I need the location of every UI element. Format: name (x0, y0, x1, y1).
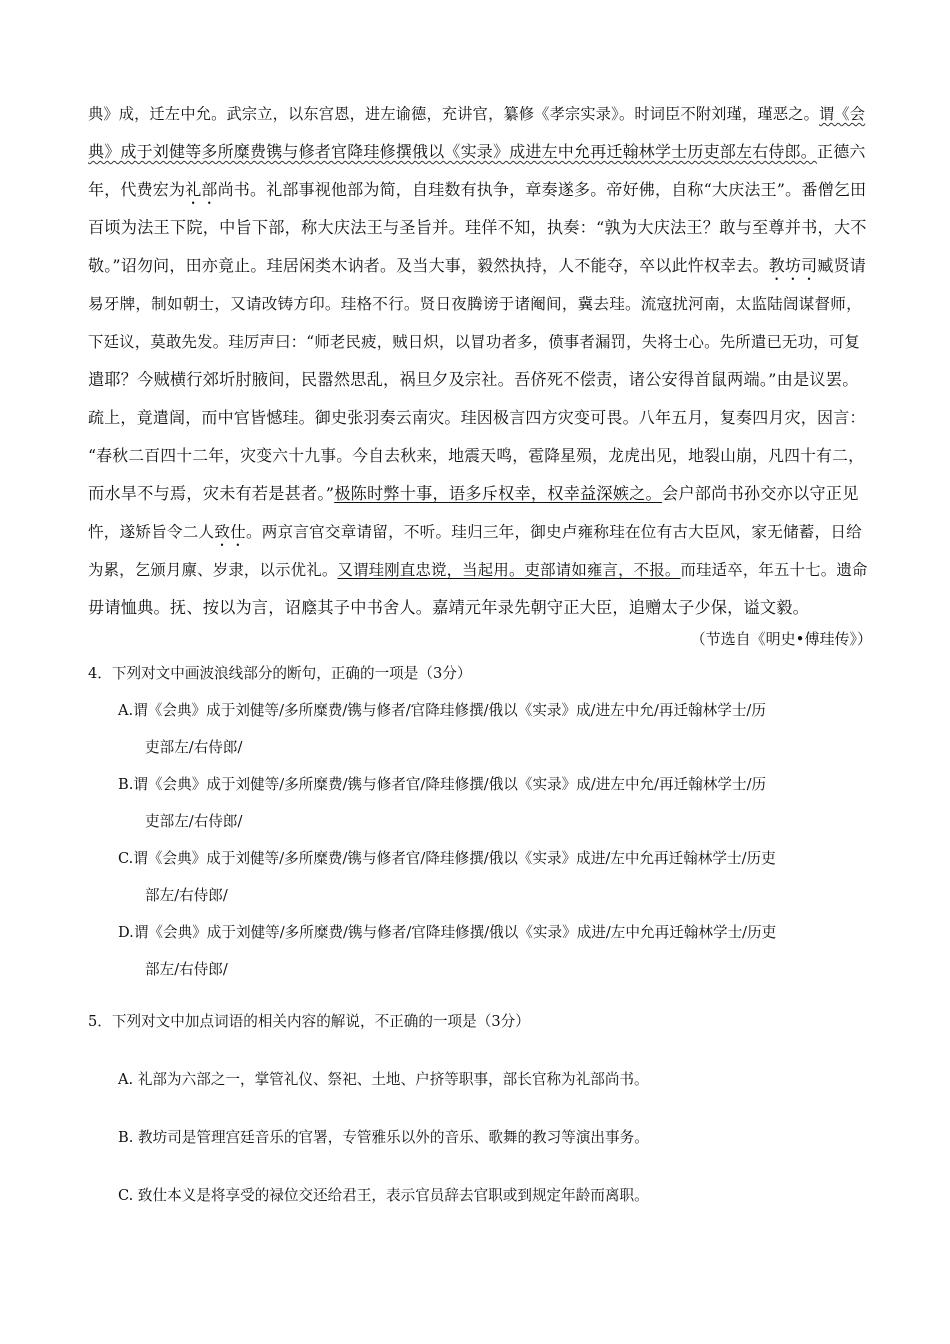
passage-line-9 (88, 407, 868, 429)
passage-line-12 (88, 521, 868, 550)
question-5-stem: 5．下列对文中加点词语的相关内容的解说，不正确的一项是（3分） (88, 1013, 530, 1030)
passage-text: 为累，乞颁月廪、岁隶，以示优礼。 (88, 561, 338, 579)
passage-line-13 (88, 559, 868, 581)
passage-line-3 (88, 179, 868, 208)
passage-line-10 (88, 445, 868, 467)
q4-option-b-line2: 吏部左/右侍郎/ (145, 813, 243, 830)
passage-text: 百顷为法王下院，中旨下部，称大庆法王与圣旨并。珪佯不知，执奏：“孰为大庆法王？敢与至尊并书，大不 (88, 218, 867, 237)
passage-text: 遣耶？今贼横行郊圻肘腋间，民嚣然思乱，祸旦夕及宗社。吾侪死不偿责，诸公安得首鼠两端。”由是议罢。 (88, 370, 859, 389)
passage-line-11 (88, 483, 868, 505)
passage-line-4 (88, 217, 868, 239)
passage-text: 年，代费宏为 (88, 180, 186, 199)
passage-text: 而水旱不与焉，灾未有若是甚者。” (88, 484, 335, 503)
q4-option-c-line1: C.谓《会典》成于刘健等/多所糜费/镌与修者官/降珪修撰/俄以《实录》成进/左中允再迁翰林学士/历吏 (118, 850, 776, 867)
q4-option-a-line2: 吏部左/右侍郎/ (145, 739, 243, 756)
wavy-underlined-text: 典》成于刘健等多所糜费镌与修者官降珪修撰俄以《实录》成进左中允再迁翰林学士历吏部左右侍郎。 (88, 142, 818, 161)
underlined-sentence: 极陈时弊十事，语多斥权幸，权幸益深嫉之。 (334, 484, 662, 503)
dotted-term: 教坊司 (768, 256, 818, 275)
passage-text: 而珪适卒，年五十七。遗命 (680, 561, 868, 579)
dotted-term: 礼部 (185, 180, 218, 199)
source-attribution: （节选自《明史•傅珪传》） (690, 630, 872, 648)
passage-line-1 (88, 103, 868, 125)
q5-option-a: A. 礼部为六部之一，掌管礼仪、祭祀、土地、户挤等职事，部长官称为礼部尚书。 (118, 1071, 649, 1088)
passage-text: 会户部尚书孙交亦以守正见 (661, 484, 859, 503)
passage-text: “春秋二百四十二年，灾变六十九事。今自去秋来，地震天鸣，雹降星殒，龙虎出见，地裂山崩，凡四十有二， (88, 446, 865, 465)
passage-line-5 (88, 255, 868, 284)
passage-line-7 (88, 331, 868, 353)
q4-option-b-line1: B.谓《会典》成于刘健等/多所糜费/镌与修者官/降珪修撰/俄以《实录》成/进左中允/再迁翰林学士/历 (118, 776, 767, 793)
passage-text: 臧贤请 (817, 256, 866, 275)
dotted-term: 致仕 (214, 523, 246, 541)
passage-line-8 (88, 369, 868, 391)
q4-option-d-line1: D.谓《会典》成于刘健等/多所糜费/镌与修者/官降珪修撰/俄以《实录》成进/左中允再迁翰林学士/历吏 (118, 924, 777, 941)
passage-text: 。两京言官交章请留，不听。珪归三年，御史卢雍称珪在位有古大臣风，家无储蓄，日给 (245, 523, 862, 541)
passage-line-14 (88, 597, 868, 619)
wavy-underlined-text: 谓《会 (819, 105, 866, 123)
passage-text: 正德六 (817, 142, 866, 161)
q4-option-a-line1: A.谓《会典》成于刘健等/多所糜费/镌与修者/官降珪修撰/俄以《实录》成/进左中允/再迁翰林学士/历 (118, 702, 766, 719)
underlined-sentence: 又谓珪刚直忠谠，当起用。 (337, 561, 525, 579)
passage-text: 敬。”诏勿问，田亦竟止。珪居闲类木讷者。及当大事，毅然执持，人不能夺，卒以此忤权幸去。 (88, 256, 769, 275)
underlined-sentence: 吏部请如雍言，不报。 (524, 561, 681, 579)
q5-option-c: C. 致仕本义是将享受的禄位交还给君王，表示官员辞去官职或到规定年龄而离职。 (118, 1187, 649, 1204)
passage-text: 下廷议，莫敢先发。珪厉声曰：“师老民疲，贼日炽，以冒功者多，偾事者漏罚，失将士心。先所遣已无功，可复 (88, 333, 861, 351)
passage-line-6 (88, 293, 868, 315)
q4-option-c-line2: 部左/右侍郎/ (145, 887, 228, 904)
passage-text: 疏上，竟遣訚，而中官皆憾珪。御史张羽奏云南灾。珪因极言四方灾变可畏。八年五月，复奏四月灾，因言： (88, 408, 866, 427)
question-4-stem: 4．下列对文中画波浪线部分的断句，正确的一项是（3分） (88, 665, 472, 682)
passage-text: 易牙牌，制如朝士，又请改铸方印。珪格不行。贤日夜腾谤于诸阉间，冀去珪。流寇扰河南，太监陆訚谋督师， (88, 295, 862, 313)
passage-text: 毋请恤典。抚、按以为言，诏廕其子中书舍人。嘉靖元年录先朝守正大臣，追赠太子少保，谥文毅。 (88, 598, 810, 617)
passage-line-2 (88, 141, 868, 163)
passage-text: 尚书。礼部事视他部为简，自珪数有执争，章奏遂多。帝好佛，自称“大庆法王”。番僧乞田 (217, 180, 867, 199)
passage-text: 忤，遂矫旨令二人 (88, 523, 215, 541)
q5-option-b: B. 教坊司是管理宫廷音乐的官署，专管雅乐以外的音乐、歌舞的教习等演出事务。 (118, 1129, 649, 1146)
passage-text: 典》成，迁左中允。武宗立，以东宫恩，进左谕德，充讲官，纂修《孝宗实录》。时词臣不附刘瑾，瑾恶之。 (88, 105, 819, 123)
q4-option-d-line2: 部左/右侍郎/ (145, 961, 228, 978)
